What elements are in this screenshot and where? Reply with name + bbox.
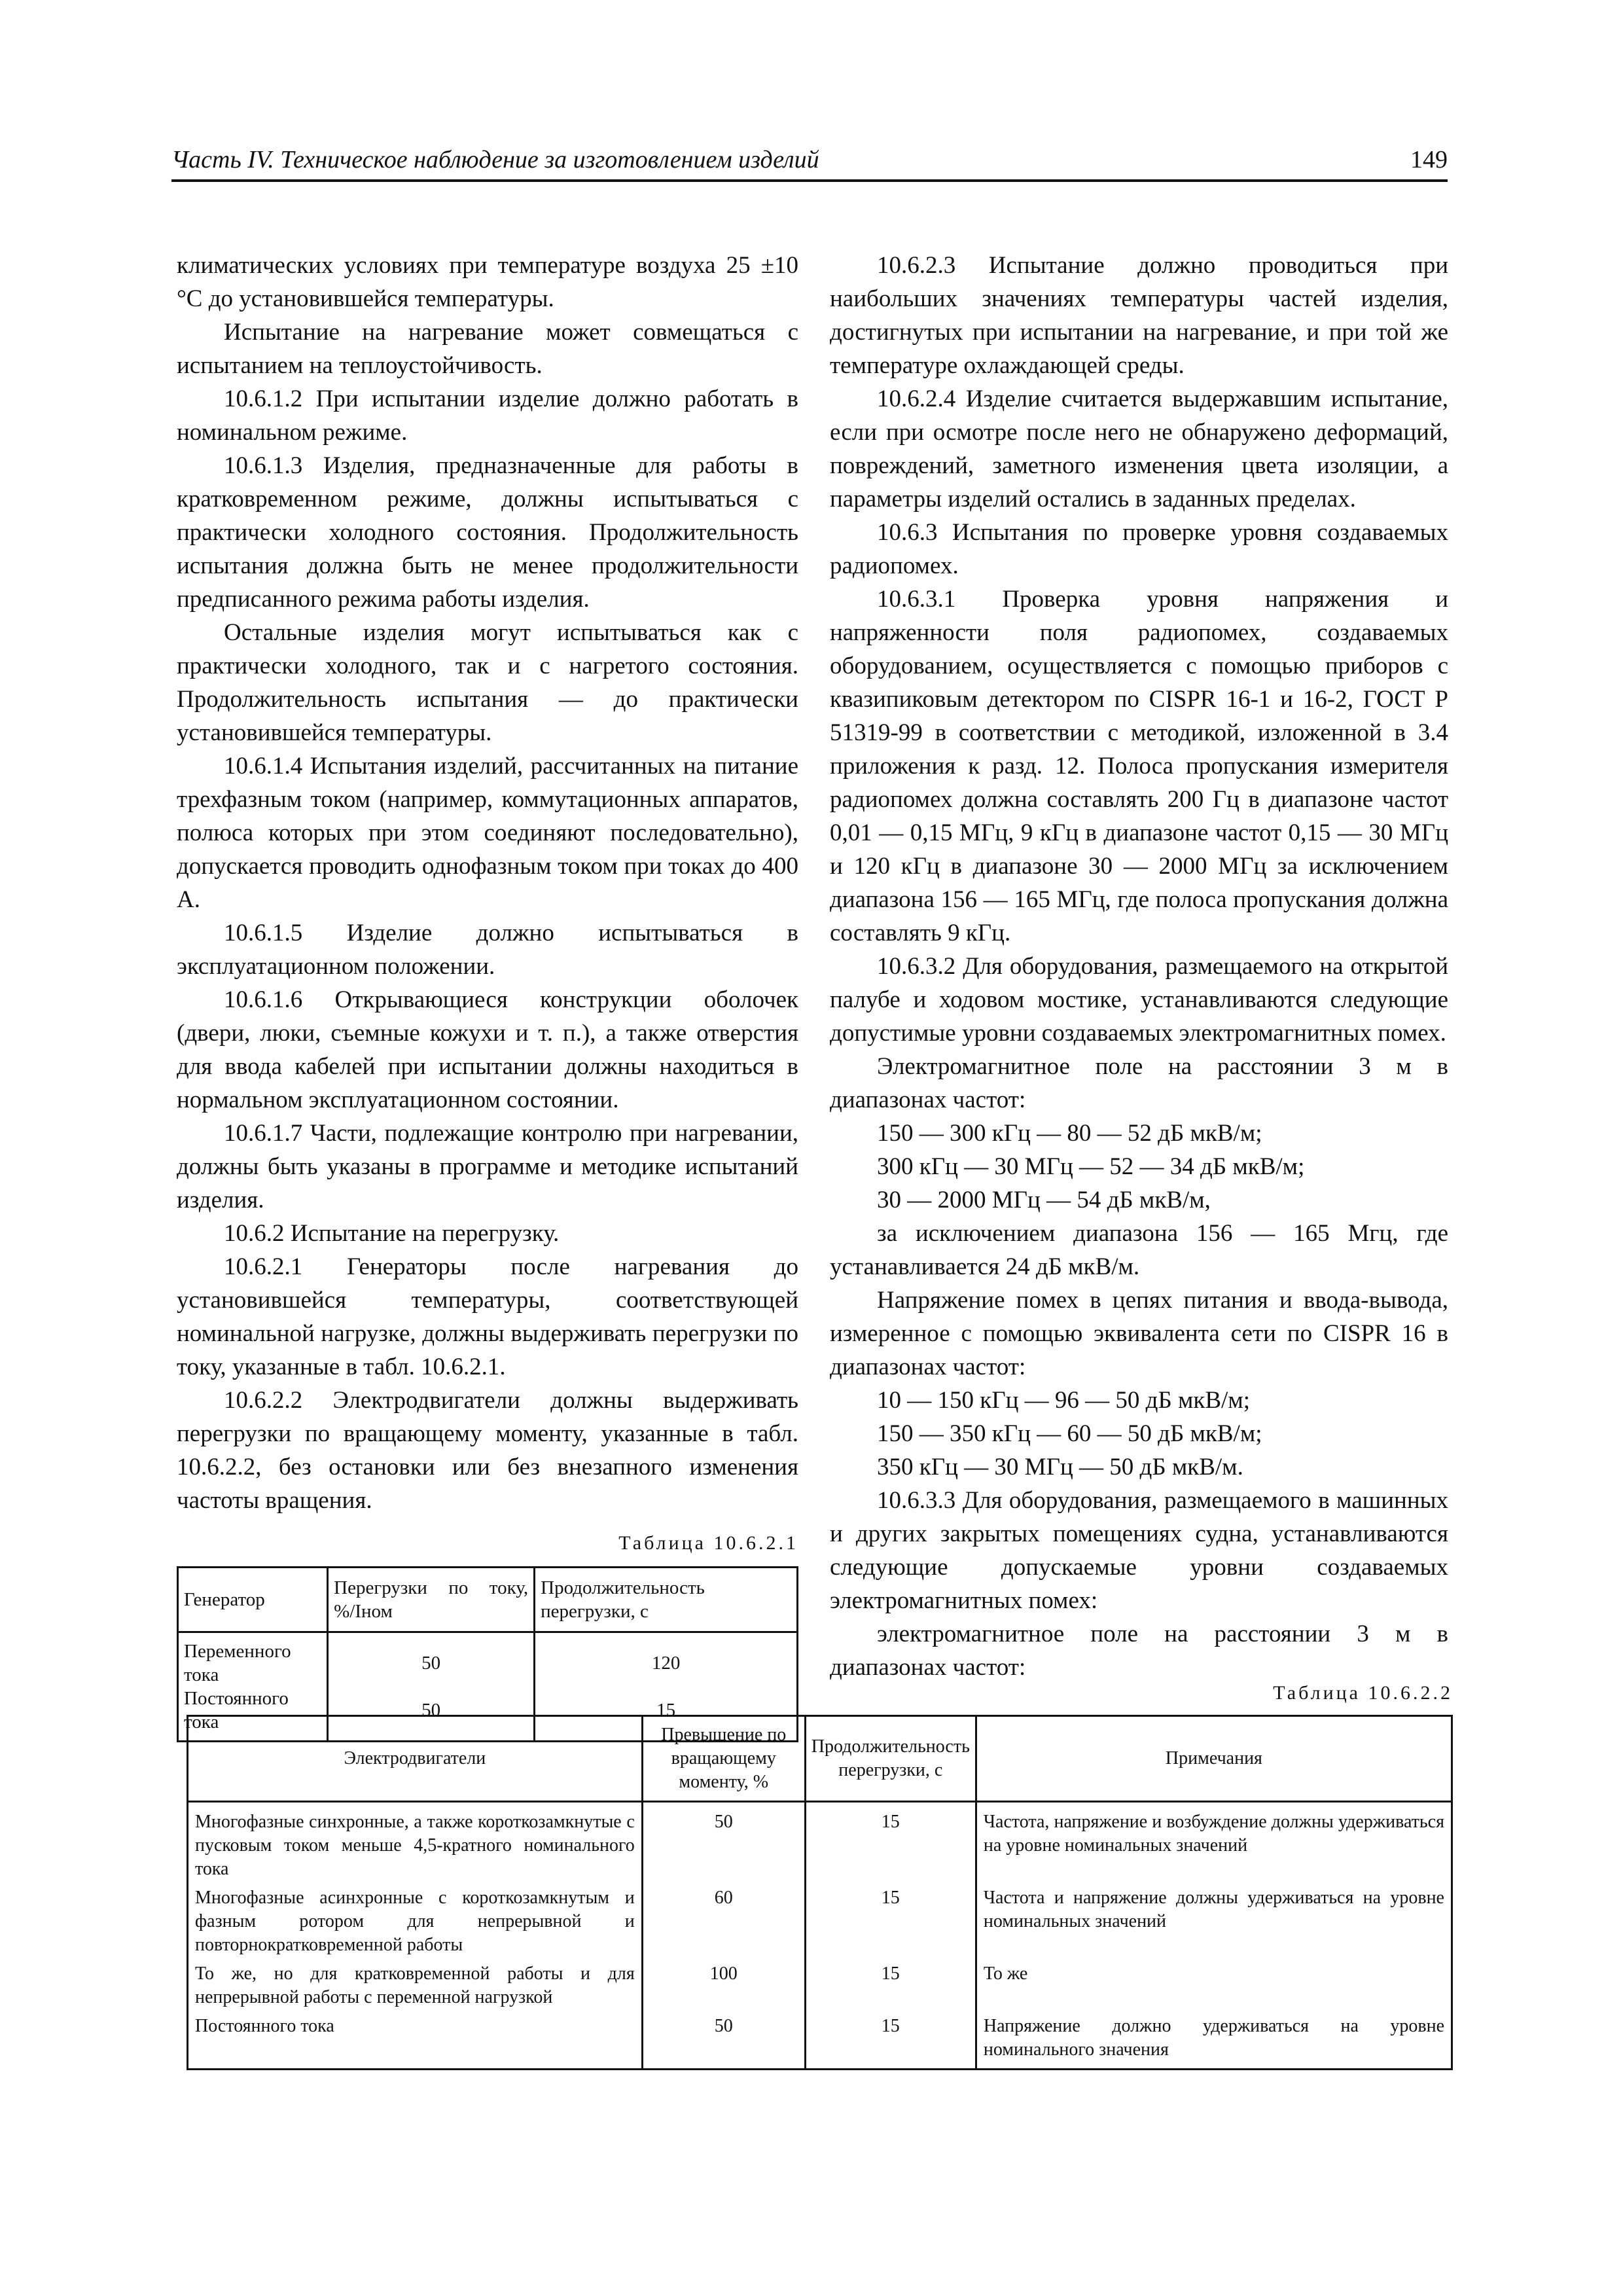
paragraph: Напряжение помех в цепях питания и ввода-вывода, измеренное с помощью эквивалента сети по CISPR 16 в диапазонах частот: [830,1287,1448,1380]
clause-number: 10.6.1.5 [224,920,303,946]
table-row [188,1960,1452,2012]
clause-number: 10.6.1.3 [224,452,303,479]
right-column [830,249,1448,1684]
paragraph [830,950,1448,1050]
table-header: Продолжительность перегрузки, с [805,1716,976,1802]
paragraph [177,1250,798,1384]
table-cell: 15 [805,1884,976,1960]
table-cell: 120 [535,1632,798,1687]
paragraph: Электромагнитное поле на расстоянии 3 м в диапазонах частот: [830,1053,1448,1113]
clause-text: Проверка уровня напряжения и напряженности поля радиопомех, создаваемых оборудованием, осуществляется с помощью приборов с квазипиковым детектором по CISPR 16-1 и 16-2, ГОСТ Р 51319-99 в соответствии с методикой, изложенной в 3.4 приложения к разд. 12. Полоса пропускания измерителя радиопомех должна составлять 200 Гц в диапазоне частот 0,01 — 0,15 МГц, 9 кГц в диапазоне частот 0,15 — 30 МГц и 120 кГц в диапазоне 30 — 2000 МГц за исключением диапазона 156 — 165 МГц, где полоса пропускания должна составлять 9 кГц. [830,586,1448,946]
clause-number: 10.6.1.7 [224,1120,303,1147]
clause-text: Для оборудования, размещаемого на открытой палубе и ходовом мостике, устанавливаются следующие допустимые уровни создаваемых электромагнитных помех. [830,953,1448,1047]
clause-number: 10.6.3 [877,519,938,546]
clause-text: Для оборудования, размещаемого в машинных и других закрытых помещениях судна, устанавливаются следующие допускаемые уровни создаваемых электромагнитных помех: [830,1487,1448,1614]
paragraph: за исключением диапазона 156 — 165 Мгц, где устанавливается 24 дБ мкВ/м. [830,1220,1448,1280]
table-cell: 50 [328,1687,535,1742]
table-cell: Многофазные асинхронные с короткозамкнутым и фазным ротором для непрерывной и повторнократковременной работы [188,1884,643,1960]
clause-number: 10.6.3.1 [877,586,956,613]
clause-text: Изделие должно испытываться в эксплуатационном положении. [177,920,798,980]
table-row [178,1632,798,1687]
table-cell: 50 [642,1802,805,1884]
motor-overload-table-block [187,1682,1453,2070]
page-header [171,140,1448,182]
clause-number: 10.6.1.6 [224,986,303,1013]
table-header: Перегрузки по току, %/Iном [328,1568,535,1632]
table-cell: 15 [805,1802,976,1884]
clause-text: Изделие считается выдержавшим испытание, если при осмотре после него не обнаружено деформаций, повреждений, заметного изменения цвета изоляции, а параметры изделий остались в заданных пределах. [830,386,1448,512]
paragraph [177,1117,798,1217]
clause-text: Испытания по проверке уровня создаваемых радиопомех. [830,519,1448,579]
clause-text: Испытание на перегрузку. [284,1220,560,1247]
list-item: 150 — 300 кГц — 80 — 52 дБ мкВ/м; [877,1120,1262,1147]
clause-number: 10.6.3.3 [877,1487,956,1514]
clause-text: Испытания изделий, рассчитанных на питание трехфазным током (например, коммутационных аппаратов, полюса которых при этом соединяют последовательно), допускается проводить однофазным током при токах до 400 А. [177,753,798,913]
motor-overload-table [187,1715,1453,2070]
paragraph [830,382,1448,516]
table-cell: 60 [642,1884,805,1960]
table-cell: Переменного тока [178,1632,328,1687]
list-item: 150 — 350 кГц — 60 — 50 дБ мкВ/м; [877,1420,1262,1447]
clause-text: Части, подлежащие контролю при нагревании, должны быть указаны в программе и методике испытаний изделия. [177,1120,798,1213]
clause-text: Изделия, предназначенные для работы в кратковременном режиме, должны испытываться с практически холодного состояния. Продолжительность испытания должна быть не менее продолжительности предписанного режима работы изделия. [177,452,798,613]
paragraph: Остальные изделия могут испытываться как с практически холодного, так и с нагретого состояния. Продолжительность испытания — до практически установившейся температуры. [177,619,798,746]
paragraph [830,1484,1448,1617]
table-row [188,1802,1452,1884]
table-cell: 15 [535,1687,798,1742]
paragraph [177,1217,798,1250]
table-cell: 15 [805,1960,976,2012]
list-item: 350 кГц — 30 МГц — 50 дБ мкВ/м. [877,1454,1243,1480]
paragraph [177,1384,798,1517]
running-title: Часть IV. Техническое наблюдение за изготовлением изделий [171,146,819,173]
table-cell: То же, но для кратковременной работы и для непрерывной работы с переменной нагрузкой [188,1960,643,2012]
paragraph [177,382,798,449]
clause-number: 10.6.2.1 [224,1253,303,1280]
table-header: Примечания [976,1716,1452,1802]
list-item: 300 кГц — 30 МГц — 52 — 34 дБ мкВ/м; [877,1153,1305,1180]
clause-text: Генераторы после нагревания до установившейся температуры, соответствующей номинальной нагрузке, должны выдерживать перегрузки по току, указанные в табл. 10.6.2.1. [177,1253,798,1380]
table-cell: Напряжение должно удерживаться на уровне номинального значения [976,2012,1452,2070]
table-cell: Многофазные синхронные, а также короткозамкнутые с пусковым током меньше 4,5-кратного номинального тока [188,1802,643,1884]
table-cell: Частота и напряжение должны удерживаться на уровне номинальных значений [976,1884,1452,1960]
clause-number: 10.6.3.2 [877,953,956,980]
clause-number: 10.6.2 [224,1220,285,1247]
table-cell: 15 [805,2012,976,2070]
paragraph: Испытание на нагревание может совмещаться с испытанием на теплоустойчивость. [177,319,798,379]
paragraph [177,749,798,916]
paragraph [830,583,1448,950]
clause-text: Электродвигатели должны выдерживать перегрузки по вращающему моменту, указанные в табл. 10.6.2.2, без остановки или без внезапного изменения частоты вращения. [177,1387,798,1514]
paragraph: климатических условиях при температуре воздуха 25 ±10 °С до установившейся температуры. [177,252,798,312]
clause-text: При испытании изделие должно работать в номинальном режиме. [177,386,798,446]
paragraph [830,249,1448,382]
clause-number: 10.6.2.3 [877,252,956,279]
clause-text: Открывающиеся конструкции оболочек (двери, люки, съемные кожухи и т. п.), а также отверстия для ввода кабелей при испытании должны находиться в нормальном эксплуатационном состоянии. [177,986,798,1113]
table-cell: То же [976,1960,1452,2012]
list-item: 30 — 2000 МГц — 54 дБ мкВ/м, [877,1187,1211,1213]
paragraph [177,449,798,616]
table-caption: Таблица 10.6.2.2 [1273,1682,1453,1704]
clause-number: 10.6.2.2 [224,1387,303,1414]
table-cell: 50 [328,1632,535,1687]
table-header: Продолжительность перегрузки, с [535,1568,798,1632]
paragraph [177,983,798,1117]
clause-number: 10.6.1.4 [224,753,303,780]
left-column [177,249,798,1742]
table-header: Генератор [178,1568,328,1632]
list-item: 10 — 150 кГц — 96 — 50 дБ мкВ/м; [877,1387,1251,1414]
clause-text: Испытание должно проводиться при наибольших значениях температуры частей изделия, достигнутых при испытании на нагревание, и при той же температуре охлаждающей среды. [830,252,1448,379]
clause-number: 10.6.1.2 [224,386,303,412]
table-row [188,2012,1452,2070]
table-cell: Частота, напряжение и возбуждение должны удерживаться на уровне номинальных значений [976,1802,1452,1884]
clause-number: 10.6.2.4 [877,386,956,412]
table-cell: Постоянного тока [178,1687,328,1742]
table-header: Электродвигатели [188,1716,643,1802]
table-caption: Таблица 10.6.2.1 [618,1532,798,1554]
paragraph: электромагнитное поле на расстоянии 3 м в диапазонах частот: [830,1621,1448,1681]
paragraph [830,516,1448,583]
table-cell: Постоянного тока [188,2012,643,2070]
page-number: 149 [1410,146,1448,173]
table-header: Превышение по вращающему моменту, % [642,1716,805,1802]
table-cell: 50 [642,2012,805,2070]
table-row [188,1884,1452,1960]
paragraph [177,916,798,983]
table-cell: 100 [642,1960,805,2012]
